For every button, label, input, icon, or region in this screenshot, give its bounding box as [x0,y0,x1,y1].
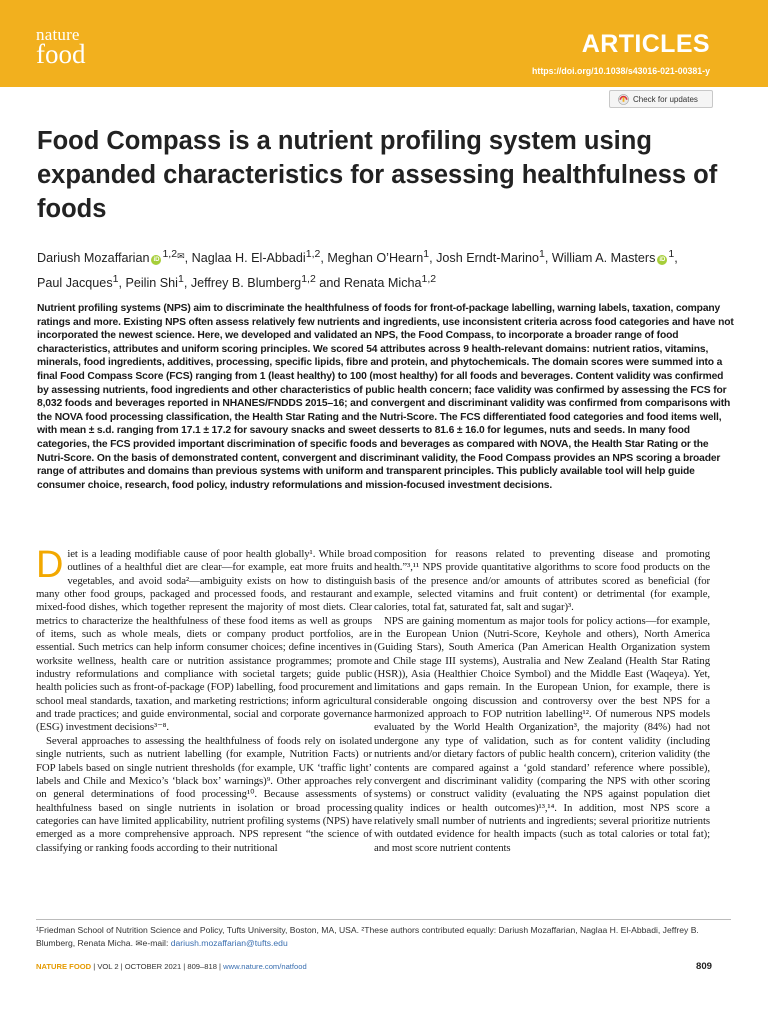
author-name[interactable]: Meghan O’Hearn [327,251,424,266]
logo-line-nature: nature [36,25,80,44]
author-name[interactable]: Peilin Shi [125,276,178,291]
author-separator: , [184,251,189,266]
drop-cap: D [36,544,64,586]
affiliations-footnote [36,924,731,950]
orcid-icon[interactable]: iD [659,257,666,264]
body-paragraph: NPS are gaining momentum as major tools for policy actions—for example, in the European Union (Nutri-Score, Keyhole and others), North America (Guiding Stars), South America (Pan American Health Organization system and Chile stage III systems), Australia and New Zealand (Health Star Rating (HSR)), Asia (Healthier Choice Symbol) and the Middle East (Waqeya). Yet, limitations and gaps remain. In the European Union, for example, there is considerable ongoing discussion and controversy over the best NPS for a harmonized approach to FOP nutrition labelling¹². Of numerous NPS models evaluated by the World Health Organization³, the majority (84%) had not undergone any type of validation, such as for content validity (including nutrients and/or dietary factors of public health concern), criterion validity (the contents are compared against a ‘gold standard’ reference where possible), convergent and discriminant validity (comparing the NPS with other scoring systems) or construct validity (evaluating the NPS against population diet quality indices or health outcomes)¹³,¹⁴. In addition, most NPS score a relatively small number of nutrients and ingredients; several prioritize nutrients with outdated evidence for health impacts (such as total calories or total fat); and most score nutrient contents [374,614,710,854]
author-name[interactable]: Josh Erndt-Marino [436,251,539,266]
author-affiliation-marker: 1,2 [305,248,321,260]
author-affiliation-marker: 1 [423,248,430,260]
footer-issue-info: | VOL 2 | OCTOBER 2021 | 809–818 | [91,962,224,971]
abstract: Nutrient profiling systems (NPS) aim to discriminate the healthfulness of foods for front-of-package labelling, warning labels, taxation, company ratings and more. Existing NPS often assess relatively few nutrients and ingredients, use inconsistent criteria across food categories and have not incorporated the newest science. Here, we developed and validated an NPS, the Food Compass, to incorporate a broader range of food characteristics, attributes and uniform scoring principles. We scored 54 attributes across 9 health-relevant domains: nutrient ratios, vitamins, minerals, food ingredients, additives, processing, specific lipids, fibre and protein, and phytochemicals. The domain scores were summed into a final Food Compass Score (FCS) ranging from 1 (least healthy) to 100 (most healthy) for all foods and beverages. Content validity was confirmed by assessing nutrients, food ingredients and other characteristics of public health concern; face validity was confirmed by assessing the FCS for 8,032 foods and beverages reported in NHANES/FNDDS 2015–16; and convergent and discriminant validity was confirmed from comparisons with the NOVA food processing classification, the Health Star Rating and the Nutri-Score. The FCS differentiated food categories and food items well, with mean ± s.d. ranging from 17.1 ± 17.2 for savoury snacks and sweet desserts to 81.6 ± 16.0 for legumes, nuts and seeds. In many food categories, the FCS provided important discrimination of specific foods and beverages as compared with NOVA, the Health Star Rating or the Nutri-Score. On the basis of demonstrated content, convergent and discriminant validity, the Food Compass provides an NPS scoring a broader range of attributes and domains than previous systems with uniform and transparent principles. This publicly available tool will help guide consumer choice, research, food policy, industry reformulations and mission-focused investment decisions. [37,303,734,491]
author-name[interactable]: Naglaa H. El-Abbadi [191,251,306,266]
footnote-divider [36,919,731,920]
check-for-updates-button[interactable] [609,90,713,108]
author-affiliation-marker: 1,2 [421,273,437,286]
author-affiliation-marker: 1 [668,248,675,260]
author-separator: , [429,251,433,266]
author-affiliation-marker: 1 [177,273,184,286]
article-title: Food Compass is a nutrient profiling system using expanded characteristics for assessing healthfulness of foods [37,127,718,223]
author-separator: , [118,276,122,291]
author-name[interactable]: Dariush Mozaffarian [37,251,150,266]
body-column-right [374,548,710,855]
author-name[interactable]: Jeffrey B. Blumberg [190,276,302,291]
author-separator: , [544,251,549,266]
check-updates-label: Check for updates [633,94,698,104]
body-paragraph: Several approaches to assessing the healthfulness of foods rely on isolated single nutrients, such as nutrient labelling (for example, Nutrition Facts) or FOP labels based on single nutrient thresholds (for example, UK ‘traffic light’ labels and Chile and Mexico’s ‘black box’ warnings)⁹. Other approaches rely on general determinations of food processing¹⁰. Because assessments of healthfulness based on single nutrients in isolation or broad processing categories can have limited applicability, nutrient profiling systems (NPS) have emerged as a more comprehensive approach. NPS represent “the science of classifying or ranking foods according to their nutritional [36,734,372,854]
paragraph-text: iet is a leading modifiable cause of poor health globally¹. While broad outlines of a healthful diet are clear—for example, eat more fruits and vegetables, and avoid soda²—ambiguity exists on how to distinguish many other food groups, packaged and processed foods, and restaurant and mixed-food dishes, which together represent the majority of most diets. Clear metrics to characterize the healthfulness of these food items as well as groups of items, such as whole meals, diets or company product portfolios, are essential. Such metrics can help inform consumer choices; define incentives in worksite wellness, health care or nutrition assistance programmes; promote industry reformulations and compliance with societal targets; guide public health policies such as front-of-package (FOP) labelling, food procurement and school meal standards, taxation, and marketing restrictions; inform agricultural and trade practices; and guide environmental, social and corporate governance (ESG) investment decisions³⁻⁸. [36,548,372,734]
author-affiliation-marker: 1 [538,248,545,260]
body-paragraph: composition for reasons related to preventing disease and promoting health.”³,¹¹ NPS provide quantitative algorithms to score food products on the basis of the presence and/or amounts of attributes scored as beneficial (for example, selected vitamins and fruit content) or detrimental (for example, calories, total fat, saturated fat, salt and sugar)³. [374,548,710,614]
doi-link[interactable]: https://doi.org/10.1038/s43016-021-00381-y [532,66,710,76]
author-list [37,244,737,294]
journal-logo[interactable] [36,25,86,69]
section-label: ARTICLES [581,30,710,58]
author-separator: , [320,251,324,266]
footer-journal-link[interactable]: www.nature.com/natfood [223,962,307,971]
body-paragraph [36,544,372,735]
affiliations-text: ¹Friedman School of Nutrition Science and Policy, Tufts University, Boston, MA, USA. ²These authors contributed equally: Dariush Mozaffarian, Naglaa H. El-Abbadi, Jeffrey B. Blumberg, Renata Micha. ✉e-mail: [36,925,699,948]
author-affiliation-marker: 1 [112,273,119,286]
body-column-left [36,544,372,855]
journal-header-bar [0,0,768,87]
author-separator: and [315,276,341,291]
author-affiliation-marker: 1,2 [162,248,178,260]
page-footer [36,962,307,971]
orcid-icon[interactable]: iD [153,257,160,264]
author-separator: , [183,276,188,291]
check-updates-icon [618,94,629,105]
author-name[interactable]: Renata Micha [343,276,422,291]
author-affiliation-marker: 1,2 [301,273,316,286]
author-name[interactable]: Paul Jacques [37,276,113,291]
author-name[interactable]: William A. Masters [551,251,656,266]
email-icon[interactable]: ✉ [177,251,185,262]
page-number: 809 [695,961,712,972]
author-separator: , [674,251,678,266]
footer-journal-name: NATURE FOOD [36,962,92,971]
email-link[interactable]: dariush.mozaffarian@tufts.edu [170,938,288,948]
logo-line-food: food [36,38,86,69]
